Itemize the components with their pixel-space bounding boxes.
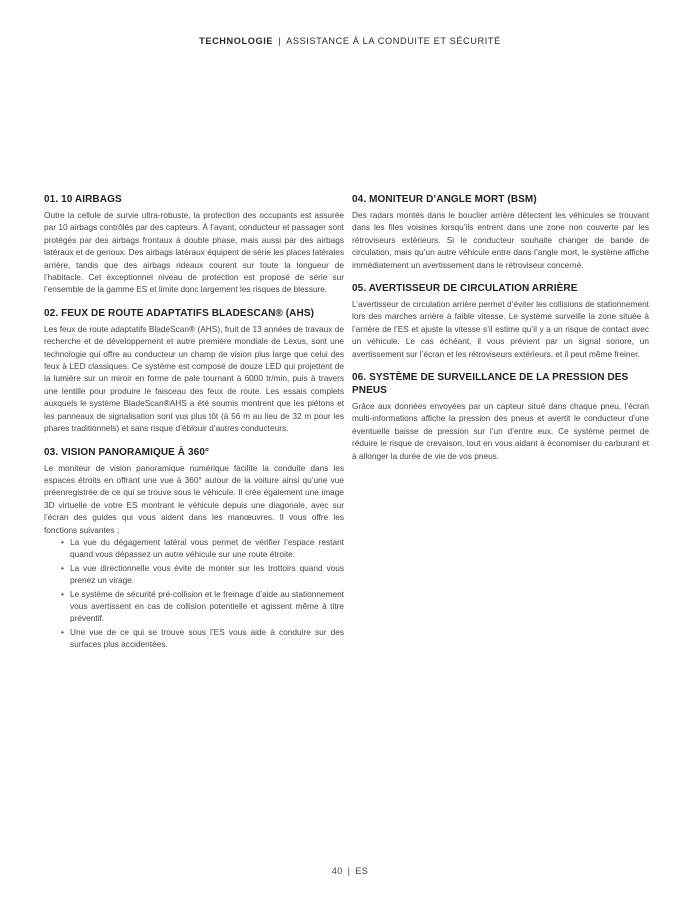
bullet-icon: •	[61, 536, 64, 547]
bullet-icon: •	[61, 588, 64, 599]
bullet-icon: •	[61, 626, 64, 637]
section-title: 01. 10 AIRBAGS	[44, 194, 122, 205]
section-blind-spot-monitor	[352, 193, 649, 271]
header-category: TECHNOLOGIE	[199, 36, 274, 46]
page-header	[0, 36, 700, 46]
list-item-text: La vue du dégagement latéral vous permet de vérifier l’espace restant quand vous dépassez un autre véhicule sur une route étroite.	[70, 536, 344, 560]
header-title: ASSISTANCE À LA CONDUITE ET SÉCURITÉ	[286, 36, 501, 46]
footer-separator: |	[347, 866, 351, 876]
list-item	[44, 626, 344, 651]
section-rear-cross-traffic	[352, 282, 649, 360]
section-body: Des radars montés dans le bouclier arrière détectent les véhicules se trouvant dans les files voisines lorsqu’ils entrent dans une zone non couverte par les rétroviseurs extérieurs. Si le conducteur souhaite changer de bande de circulation, mais qu’un autre véhicule entre dans l’angle mort, le système affiche immédiatement un avertissement dans le rétroviseur concerné.	[352, 210, 649, 270]
list-item	[44, 562, 344, 587]
section-bladescan	[44, 307, 344, 435]
section-body: L’avertisseur de circulation arrière permet d’éviter les collisions de stationnement lors des marches arrière à faible vitesse. Le système surveille la zone située à l’arrière de l’ES et ajuste la vitesse s’il estime qu’il y a un risque de contact avec un véhicule. Le cas échéant, il vous prévient par un signal sonore, un avertissement sur l’écran et les rétroviseurs extérieurs, et il peut même freiner.	[352, 299, 649, 359]
section-panoramic-view	[44, 446, 344, 651]
footer-model: ES	[355, 866, 369, 876]
list-item	[44, 536, 344, 561]
section-tire-pressure	[352, 371, 649, 462]
section-body: Outre la cellule de survie ultra-robuste, la protection des occupants est assurée par 10 airbags contrôlés par des capteurs. À l’avant, conducteur et passager sont protégés par des airbags frontaux à double phase, mais aussi par des airbags latéraux et de genoux. Des airbags latéraux équipent de série les places latérales arrière, tandis que des airbags rideaux courent sur toute la longueur de l’habitacle. Cet exceptionnel niveau de protection est proposé de série sur l’ensemble de la gamme ES et limite donc largement les risques de blessure.	[44, 210, 344, 295]
section-title: 05. AVERTISSEUR DE CIRCULATION ARRIÈRE	[352, 283, 578, 295]
right-column	[352, 193, 649, 473]
list-item-text: La vue directionnelle vous évite de monter sur les trottoirs quand vous prenez un virage.	[70, 562, 344, 586]
list-item-text: Le système de sécurité pré-collision et le freinage d’aide au stationnement vous avertissent en cas de collision potentielle et agissent même à titre préventif.	[70, 588, 344, 624]
page-footer	[0, 866, 700, 876]
section-title: 06. SYSTÈME DE SURVEILLANCE DE LA PRESSION DES PNEUS	[352, 372, 629, 397]
page-number: 40	[331, 866, 343, 876]
section-airbags	[44, 193, 344, 296]
left-column	[44, 193, 344, 662]
section-body: Grâce aux données envoyées par un capteur situé dans chaque pneu, l’écran multi-informations affiche la pression des pneus et avertit le conducteur d’une éventuelle baisse de pression sur l’un d’entre eux. Ce système permet de réduire le risque de crevaison, tout en vous aidant à économiser du carburant et à allonger la durée de vie de vos pneus.	[352, 401, 649, 461]
feature-list	[44, 536, 344, 651]
bullet-icon: •	[61, 562, 64, 573]
list-item	[44, 588, 344, 625]
list-item-text: Une vue de ce qui se trouve sous l’ES vous aide à conduire sur des surfaces plus accidentées.	[70, 626, 344, 650]
section-body: Les feux de route adaptatifs BladeScan® (AHS), fruit de 13 années de travaux de recherche et de développement et autre première mondiale de Lexus, sont une technologie qui offre au conducteur un champ de vision plus large que celui des feux à LED classiques. Ce système est composé de douze LED qui projettent de la lumière sur un miroir en forme de pale tournant à 6000 tr/min, puis à travers une lentille pour produire le faisceau des feux de route. Les essais complets auxquels le système BladeScan®AHS a été soumis montrent que les piétons et les panneaux de signalisation sont vus plus tôt (à 56 m au lieu de 32 m pour les phares traditionnels) et sans risque d’éblouir d’autres conducteurs.	[44, 323, 344, 434]
section-title: 02. FEUX DE ROUTE ADAPTATIFS BLADESCAN® (AHS)	[44, 307, 315, 319]
section-title: 03. VISION PANORAMIQUE À 360°	[44, 446, 210, 458]
section-body: Le moniteur de vision panoramique numérique facilite la conduite dans les espaces étroits en offrant une vue à 360° autour de la voiture ainsi qu’une vue préenregistrée de ce qui se trouve sous le véhicule. Il crée également une image 3D virtuelle de votre ES montrant le véhicule depuis une diagonale, avec sur l’écran des guides qui vous aident dans les manœuvres. Il vous offre les fonctions suivantes :	[44, 462, 344, 535]
section-title: 04. MONITEUR D’ANGLE MORT (BSM)	[352, 194, 537, 205]
header-separator: |	[278, 36, 282, 46]
